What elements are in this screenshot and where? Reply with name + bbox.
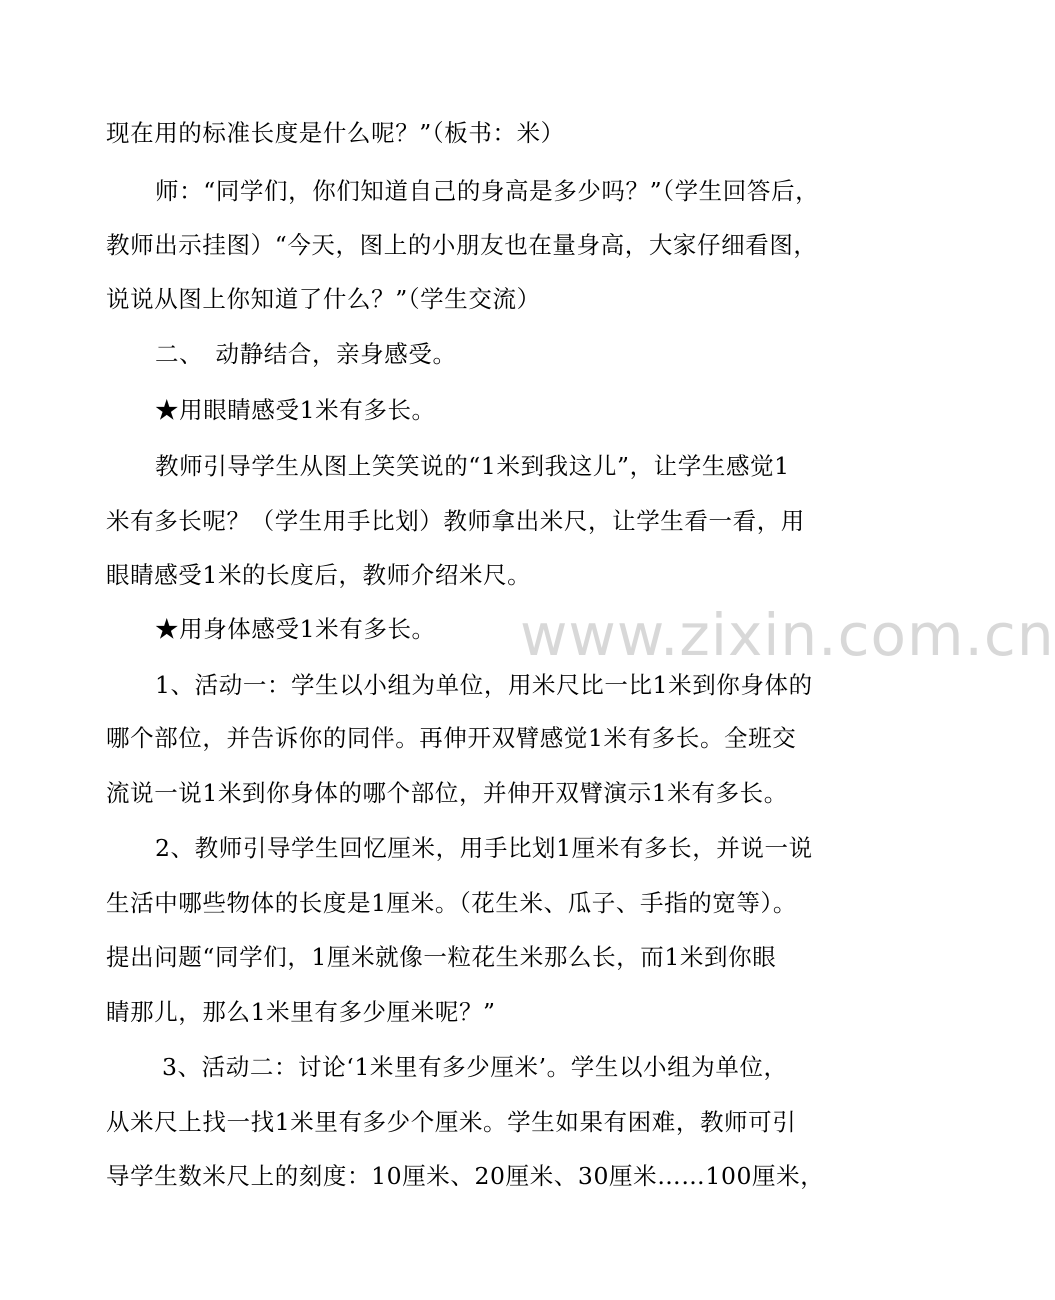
subheading: ★用眼睛感受1米有多长。 bbox=[155, 396, 436, 424]
text-line: 哪个部位，并告诉你的同伴。再伸开双臂感觉1米有多长。全班交 bbox=[106, 724, 797, 752]
text-line: 生活中哪些物体的长度是1厘米。（花生米、瓜子、手指的宽等）。 bbox=[106, 889, 797, 917]
text-line: 现在用的标准长度是什么呢？”（板书：米） bbox=[106, 119, 565, 147]
watermark: www.zixin.com.cn bbox=[520, 601, 1055, 669]
text-line: 2、教师引导学生回忆厘米，用手比划1厘米有多长，并说一说 bbox=[155, 834, 813, 862]
text-line: 睛那儿，那么1米里有多少厘米呢？” bbox=[106, 998, 496, 1026]
text-line: 教师引导学生从图上笑笑说的“1米到我这儿”，让学生感觉1 bbox=[155, 452, 790, 480]
text-line: 师：“同学们，你们知道自己的身高是多少吗？”（学生回答后， bbox=[155, 177, 820, 205]
text-line: 3、活动二：讨论‘1米里有多少厘米’。学生以小组为单位， bbox=[162, 1053, 788, 1081]
text-line: 眼睛感受1米的长度后，教师介绍米尺。 bbox=[106, 561, 532, 589]
text-line: 流说一说1米到你身体的哪个部位，并伸开双臂演示1米有多长。 bbox=[106, 779, 788, 807]
text-line: 提出问题“同学们，1厘米就像一粒花生米那么长，而1米到你眼 bbox=[106, 943, 777, 971]
subheading: ★用身体感受1米有多长。 bbox=[155, 615, 436, 643]
text-line: 说说从图上你知道了什么？”（学生交流） bbox=[106, 285, 541, 313]
section-heading: 二、 动静结合，亲身感受。 bbox=[155, 340, 457, 368]
text-line: 导学生数米尺上的刻度：10厘米、20厘米、30厘米……100厘米， bbox=[106, 1162, 825, 1190]
text-line: 从米尺上找一找1米里有多少个厘米。学生如果有困难，教师可引 bbox=[106, 1108, 797, 1136]
text-line: 教师出示挂图）“今天，图上的小朋友也在量身高，大家仔细看图， bbox=[106, 231, 818, 259]
text-line: 1、活动一：学生以小组为单位，用米尺比一比1米到你身体的 bbox=[155, 671, 813, 699]
text-line: 米有多长呢？（学生用手比划）教师拿出米尺，让学生看一看，用 bbox=[106, 507, 805, 535]
